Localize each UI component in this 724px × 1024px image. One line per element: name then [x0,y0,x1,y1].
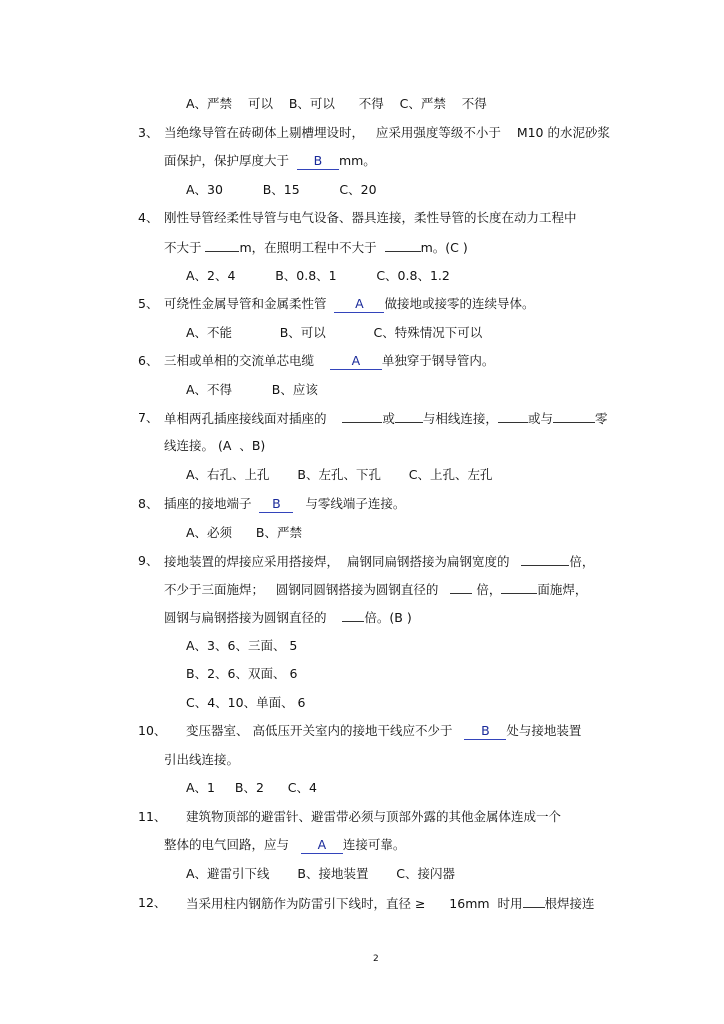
q9-option-a: A、3、6、三面、 5 [186,638,298,653]
q8-number: 8、 [138,496,159,511]
q9-blank-1 [521,553,569,566]
q10-options: A、1 B、2 C、4 [186,780,317,795]
q11-number: 11、 [138,809,167,824]
q5-number: 5、 [138,296,159,311]
q7-options: A、右孔、上孔 B、左孔、下孔 C、上孔、左孔 [186,467,493,482]
q7-text-line2: 线连接。 (A 、B) [164,438,266,453]
q4-text-line2: 不大于 m，在照明工程中不大于 m。(C ) [164,240,468,255]
q9-number: 9、 [138,553,159,568]
q8-answer: B [259,496,293,513]
q3-options: A、30 B、15 C、20 [186,182,377,197]
q5-answer: A [334,296,384,313]
q10-answer: B [464,723,506,740]
q7-blank-2 [395,410,423,423]
q7-blank-3 [498,410,528,423]
q9-blank-4 [342,609,364,622]
q4-blank-2 [385,239,421,252]
q3-answer: B [297,153,339,170]
q5-text: 可绕性金属导管和金属柔性管 A 做接地或接零的连续导体。 [164,296,535,311]
q9-text-line3: 圆钢与扁钢搭接为圆钢直径的 倍。(B ) [164,610,412,625]
q11-text-line2: 整体的电气回路，应与 A 连接可靠。 [164,837,406,852]
q12-blank [523,895,545,908]
q7-blank-1 [342,410,382,423]
q9-text-line2: 不少于三面施焊； 圆钢同圆钢搭接为圆钢直径的 倍， 面施焊， [164,582,588,597]
q9-text-line1: 接地装置的焊接应采用搭接焊， 扁钢同扁钢搭接为扁钢宽度的 倍， [164,554,595,569]
q9-blank-3 [501,581,537,594]
q6-options: A、不得 B、应该 [186,382,318,397]
q10-text-line2: 引出线连接。 [164,752,240,767]
q9-blank-2 [450,581,472,594]
q9-option-b: B、2、6、双面、 6 [186,666,298,681]
q9-option-c: C、4、10、单面、 6 [186,695,306,710]
q11-answer: A [301,837,343,854]
q4-text-line1: 刚性导管经柔性导管与电气设备、器具连接，柔性导管的长度在动力工程中 [164,210,577,225]
q8-text: 插座的接地端子 B 与零线端子连接。 [164,496,406,511]
q8-options: A、必须 B、严禁 [186,525,302,540]
q12-number: 12、 [138,895,167,910]
q10-number: 10、 [138,723,167,738]
q11-text-line1: 建筑物顶部的避雷针、避雷带必须与顶部外露的其他金属体连成一个 [186,809,562,824]
q6-number: 6、 [138,353,159,368]
q7-number: 7、 [138,410,159,425]
q10-text-line1: 变压器室、 高低压开关室内的接地干线应不少于 B 处与接地装置 [186,723,582,738]
q3-number: 3、 [138,125,159,140]
q4-options: A、2、4 B、0.8、1 C、0.8、1.2 [186,268,450,283]
q3-text-line2: 面保护，保护厚度大于 B mm。 [164,153,376,168]
q6-text: 三相或单相的交流单芯电缆 A 单独穿于钢导管内。 [164,353,495,368]
q3-text-line1: 当绝缘导管在砖砌体上剔槽埋设时， 应采用强度等级不小于 M10 的水泥砂浆 [164,125,610,140]
q5-options: A、不能 B、可以 C、特殊情况下可以 [186,325,483,340]
q6-answer: A [330,353,382,370]
prev-options: A、严禁 可以 B、可以 不得 C、严禁 不得 [186,96,487,111]
q4-blank-1 [205,239,239,252]
q4-number: 4、 [138,210,159,225]
page-number: 2 [373,954,379,964]
q12-text: 当采用柱内钢筋作为防雷引下线时，直径 ≥ 16mm 时用 根焊接连 [186,896,595,911]
q7-text-line1: 单相两孔插座接线面对插座的 或 与相线连接， 或与 零 [164,411,608,426]
q7-blank-4 [553,410,595,423]
q11-options: A、避雷引下线 B、接地装置 C、接闪器 [186,866,455,881]
